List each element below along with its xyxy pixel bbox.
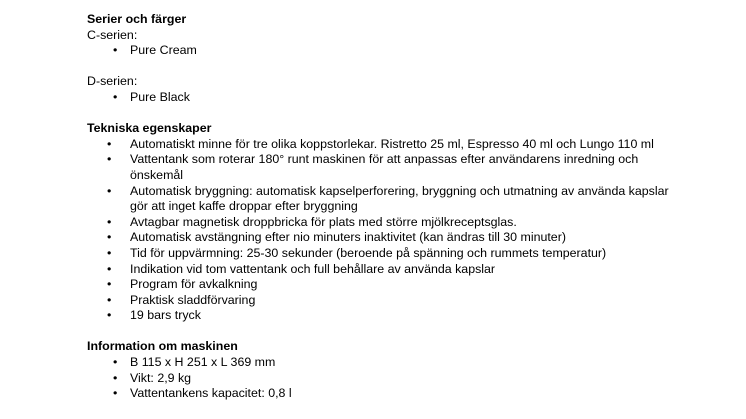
bullet-icon: • bbox=[107, 183, 112, 198]
list-item-text: Tid för uppvärmning: 25-30 sekunder (beroende på spänning och rummets temperatur) bbox=[130, 245, 607, 260]
d-series-label: D-serien: bbox=[87, 74, 138, 89]
bullet-icon: • bbox=[113, 370, 118, 385]
list-item-text: Vattentankens kapacitet: 0,8 l bbox=[130, 386, 292, 401]
info-list bbox=[87, 355, 687, 402]
list-item bbox=[87, 43, 687, 59]
c-series-label: C-serien: bbox=[87, 27, 138, 42]
bullet-icon: • bbox=[107, 261, 112, 276]
list-item-text: Program för avkalkning bbox=[130, 277, 258, 292]
list-item-text: Indikation vid tom vattentank och full behållare av använda kapslar bbox=[130, 261, 496, 276]
bullet-icon: • bbox=[113, 89, 118, 104]
list-item-text: Pure Black bbox=[130, 89, 190, 104]
tech-list bbox=[87, 137, 687, 324]
list-item bbox=[87, 355, 687, 371]
bullet-icon: • bbox=[113, 386, 118, 401]
list-item bbox=[87, 90, 687, 106]
bullet-icon: • bbox=[107, 292, 112, 307]
bullet-icon: • bbox=[107, 136, 112, 151]
list-item bbox=[87, 230, 687, 246]
list-item bbox=[87, 184, 687, 215]
list-item bbox=[87, 246, 687, 262]
list-item bbox=[87, 277, 687, 293]
list-item bbox=[87, 152, 687, 183]
list-item-text: Praktisk sladdförvaring bbox=[130, 292, 256, 307]
list-item bbox=[87, 308, 687, 324]
info-heading: Information om maskinen bbox=[87, 339, 238, 354]
series-heading: Serier och färger bbox=[87, 12, 187, 26]
list-item-text: Pure Cream bbox=[130, 43, 197, 58]
bullet-icon: • bbox=[113, 43, 118, 58]
list-item-text: Automatisk bryggning: automatisk kapselperforering, bryggning och utmatning av använda kapslar gör att inget kaffe droppar efter bryggning bbox=[130, 183, 669, 214]
bullet-icon: • bbox=[113, 355, 118, 370]
list-item bbox=[87, 293, 687, 309]
c-series-list bbox=[87, 43, 687, 59]
list-item bbox=[87, 386, 687, 402]
list-item-text: B 115 x H 251 x L 369 mm bbox=[130, 355, 276, 370]
bullet-icon: • bbox=[107, 277, 112, 292]
list-item-text: Vikt: 2,9 kg bbox=[130, 370, 192, 385]
list-item-text: Vattentank som roterar 180° runt maskinen för att anpassas efter användarens inredning och önskemål bbox=[130, 152, 639, 182]
bullet-icon: • bbox=[107, 245, 112, 260]
list-item-text: Avtagbar magnetisk droppbricka för plats med större mjölkreceptsglas. bbox=[130, 214, 517, 229]
list-item-text: 19 bars tryck bbox=[130, 308, 201, 323]
bullet-icon: • bbox=[107, 230, 112, 245]
tech-heading: Tekniska egenskaper bbox=[87, 121, 212, 136]
list-item bbox=[87, 262, 687, 278]
bullet-icon: • bbox=[107, 152, 112, 167]
list-item bbox=[87, 371, 687, 387]
document-page bbox=[87, 12, 687, 402]
bullet-icon: • bbox=[107, 214, 112, 229]
list-item-text: Automatiskt minne för tre olika koppstorlekar. Ristretto 25 ml, Espresso 40 ml och Lungo 110 ml bbox=[130, 136, 654, 151]
d-series-list bbox=[87, 90, 687, 106]
list-item-text: Automatisk avstängning efter nio minuters inaktivitet (kan ändras till 30 minuter) bbox=[130, 230, 566, 245]
list-item bbox=[87, 137, 687, 153]
list-item bbox=[87, 215, 687, 231]
bullet-icon: • bbox=[107, 308, 112, 323]
